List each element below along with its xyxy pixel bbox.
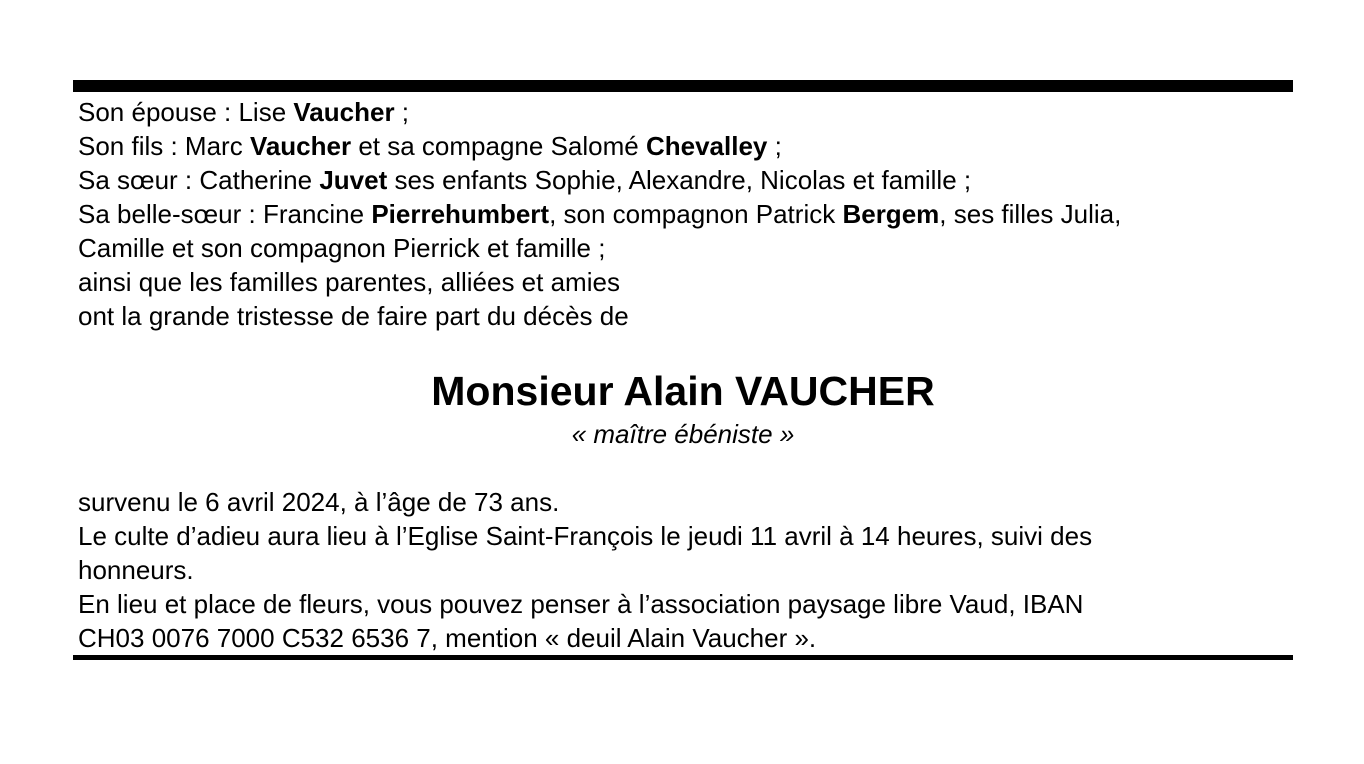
text: Sa belle-sœur : Francine — [78, 199, 372, 229]
surname: Bergem — [842, 199, 940, 229]
text: ses enfants Sophie, Alexandre, Nicolas et famille ; — [387, 165, 972, 195]
donation-line-continued: CH03 0076 7000 C532 6536 7, mention « deuil Alain Vaucher ». — [78, 623, 817, 653]
text: Son épouse : Lise — [78, 97, 294, 127]
text: Sa sœur : Catherine — [78, 165, 320, 195]
deceased-profession: « maître ébéniste » — [571, 419, 795, 449]
text: et sa compagne Salomé — [351, 131, 646, 161]
family-list — [78, 95, 1288, 333]
family-line-spouse — [78, 95, 1288, 129]
text: Son fils : Marc — [78, 131, 250, 161]
family-line-sister-in-law — [78, 197, 1288, 231]
family-line-sister — [78, 163, 1288, 197]
text: ; — [394, 97, 410, 127]
surname: Pierrehumbert — [371, 199, 550, 229]
family-line-son — [78, 129, 1288, 163]
deceased-name: Monsieur Alain VAUCHER — [431, 368, 935, 414]
surname: Vaucher — [249, 131, 352, 161]
ceremony-line: Le culte d’adieu aura lieu à l’Eglise Saint-François le jeudi 11 avril à 14 heures, suivi des — [78, 521, 1093, 551]
surname: Vaucher — [293, 97, 395, 127]
ceremony-line-continued: honneurs. — [78, 555, 194, 585]
family-line-relatives: ainsi que les familles parentes, alliées et amies — [78, 267, 620, 297]
donation-line: En lieu et place de fleurs, vous pouvez penser à l’association paysage libre Vaud, IBAN — [78, 589, 1084, 619]
text: , ses filles Julia, — [939, 199, 1122, 229]
family-line-announcement: ont la grande tristesse de faire part du décès de — [78, 301, 629, 331]
announcement-details — [78, 485, 1288, 655]
text: ; — [767, 131, 782, 161]
surname: Juvet — [319, 165, 388, 195]
death-date-line: survenu le 6 avril 2024, à l’âge de 73 ans. — [78, 487, 560, 517]
bottom-divider — [73, 655, 1293, 660]
surname: Chevalley — [645, 131, 768, 161]
family-line-continued: Camille et son compagnon Pierrick et famille ; — [78, 233, 606, 263]
top-divider — [73, 80, 1293, 92]
text: , son compagnon Patrick — [549, 199, 843, 229]
